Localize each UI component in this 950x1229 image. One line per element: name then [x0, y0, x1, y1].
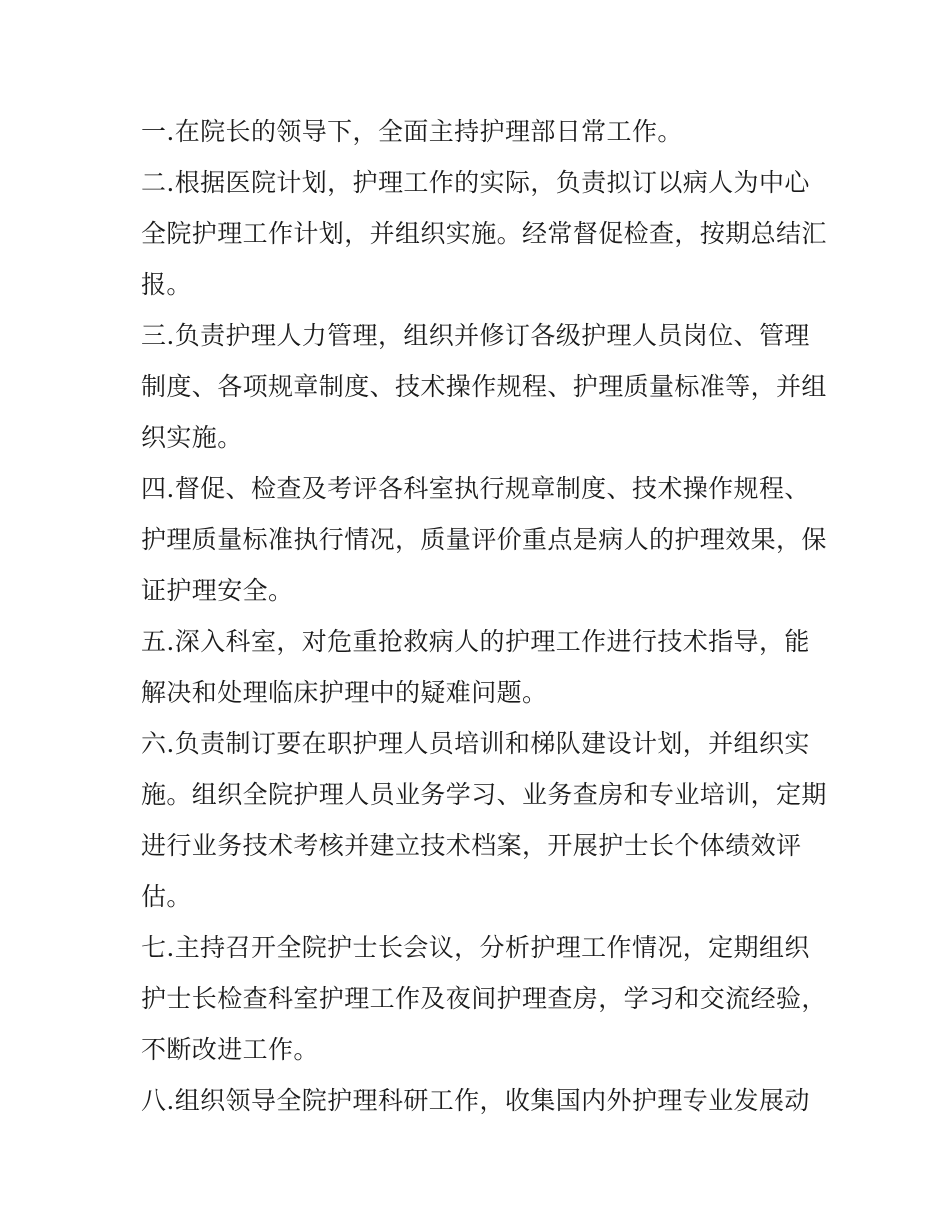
text-line-20: 八.组织领导全院护理科研工作，收集国内外护理专业发展动 [141, 1086, 810, 1115]
text-line-17: 七.主持召开全院护士长会议，分析护理工作情况，定期组织 [141, 933, 810, 962]
text-line-15: 进行业务技术考核并建立技术档案，开展护士长个体绩效评 [141, 831, 802, 860]
text-line-18: 护士长检查科室护理工作及夜间护理查房，学习和交流经验， [141, 984, 827, 1013]
text-line-9: 护理质量标准执行情况，质量评价重点是病人的护理效果，保 [141, 525, 827, 554]
text-line-4: 报。 [141, 270, 192, 299]
text-line-14: 施。组织全院护理人员业务学习、业务查房和专业培训，定期 [141, 780, 827, 809]
text-line-2: 二.根据医院计划，护理工作的实际，负责拟订以病人为中心 [141, 168, 810, 197]
text-line-19: 不断改进工作。 [141, 1035, 319, 1064]
text-line-3: 全院护理工作计划，并组织实施。经常督促检查，按期总结汇 [141, 219, 827, 248]
text-line-5: 三.负责护理人力管理，组织并修订各级护理人员岗位、管理 [141, 321, 810, 350]
text-line-16: 估。 [141, 882, 192, 911]
text-line-13: 六.负责制订要在职护理人员培训和梯队建设计划，并组织实 [141, 729, 810, 758]
text-line-7: 织实施。 [141, 423, 243, 452]
text-line-11: 五.深入科室，对危重抢救病人的护理工作进行技术指导，能 [141, 627, 810, 656]
text-line-1: 一.在院长的领导下，全面主持护理部日常工作。 [141, 117, 683, 146]
text-line-12: 解决和处理临床护理中的疑难问题。 [141, 678, 548, 707]
text-line-10: 证护理安全。 [141, 576, 294, 605]
text-line-6: 制度、各项规章制度、技术操作规程、护理质量标准等，并组 [141, 372, 827, 401]
text-line-8: 四.督促、检查及考评各科室执行规章制度、技术操作规程、 [141, 474, 810, 503]
document-body [141, 106, 827, 1126]
